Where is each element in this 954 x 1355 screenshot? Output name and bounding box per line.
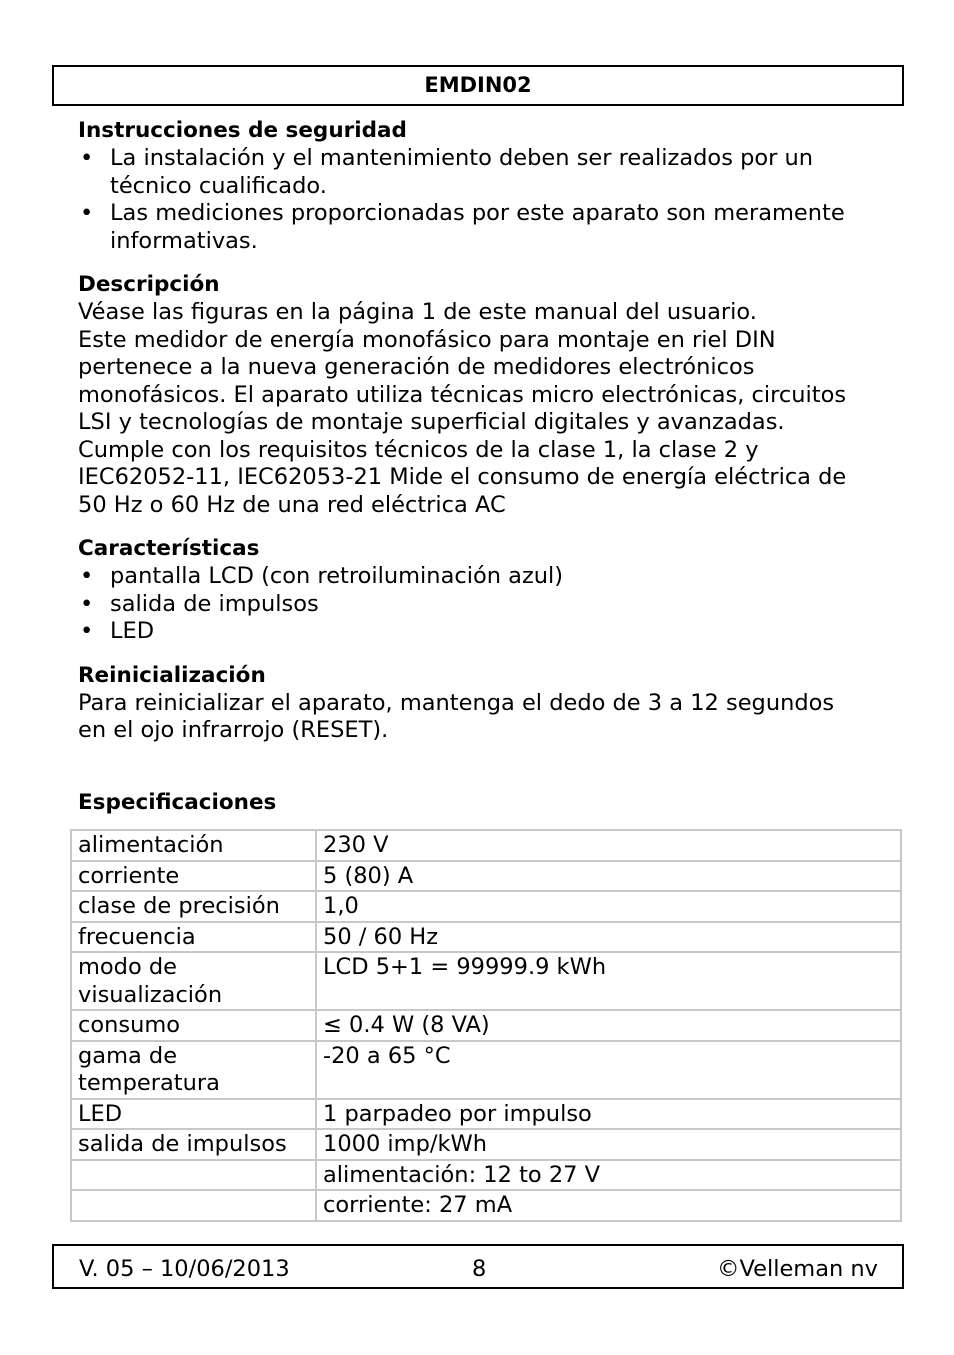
spec-label-cell <box>71 952 316 1010</box>
spec-value-cell <box>316 861 901 892</box>
document-title: EMDIN02 <box>424 72 532 97</box>
description-heading: Descripción <box>78 272 220 297</box>
spec-value-cell <box>316 1010 901 1041</box>
specs-heading: Especificaciones <box>78 789 277 815</box>
spec-label: alimentación <box>78 832 224 858</box>
footer-copyright: ©Velleman nv <box>716 1256 878 1282</box>
safety-item <box>78 145 878 200</box>
spec-value-cell <box>316 1160 901 1191</box>
page-content <box>78 117 878 817</box>
spec-label-cell <box>71 861 316 892</box>
spec-value: 1,0 <box>323 893 359 919</box>
spec-label: frecuencia <box>78 923 196 950</box>
reset-paragraph <box>78 690 878 745</box>
description-line: monofásicos. El aparato utiliza técnicas micro electrónicas, circuitos <box>78 381 847 408</box>
specs-row <box>71 1099 901 1130</box>
spec-label: LED <box>78 1100 123 1127</box>
spec-value-cell <box>316 891 901 922</box>
spec-value: 230 V <box>323 832 389 858</box>
reset-line: Para reinicializar el aparato, mantenga el dedo de 3 a 12 segundos <box>78 689 835 716</box>
specs-row <box>71 1190 901 1221</box>
specs-row <box>71 891 901 922</box>
features-heading: Características <box>78 536 260 561</box>
specs-row <box>71 952 901 1010</box>
spec-label-cell <box>71 830 316 861</box>
reset-line: en el ojo infrarrojo (RESET). <box>78 717 389 743</box>
spec-value-cell <box>316 1041 901 1099</box>
description-line: 50 Hz o 60 Hz de una red eléctrica AC <box>78 491 506 518</box>
spec-value: alimentación: 12 to 27 V <box>323 1161 600 1188</box>
description-paragraph <box>78 299 878 519</box>
description-line: LSI y tecnologías de montaje superficial digitales y avanzadas. <box>78 409 785 435</box>
spec-value: 1 parpadeo por impulso <box>323 1100 592 1127</box>
spec-value: ≤ 0.4 W (8 VA) <box>323 1012 490 1038</box>
description-line: IEC62052-11, IEC62053-21 Mide el consumo de energía eléctrica de <box>78 464 847 490</box>
description-line: Este medidor de energía monofásico para montaje en riel DIN <box>78 326 776 353</box>
spec-label: salida de impulsos <box>78 1131 287 1157</box>
description-line: Véase las figuras en la página 1 de este manual del usuario. <box>78 299 757 325</box>
spec-label: consumo <box>78 1012 181 1038</box>
feature-item: • salida de impulsos <box>78 591 878 619</box>
spec-value: LCD 5+1 = 99999.9 kWh <box>323 954 607 980</box>
document-header <box>52 65 904 106</box>
features-section <box>78 535 878 646</box>
spec-label: gama de <box>78 1042 178 1069</box>
specs-row <box>71 1160 901 1191</box>
spec-label: visualización <box>78 981 223 1008</box>
spec-value-cell <box>316 1190 901 1221</box>
description-section <box>78 271 878 519</box>
spec-value: 50 / 60 Hz <box>323 923 439 950</box>
safety-heading: Instrucciones de seguridad <box>78 118 407 143</box>
safety-item-line: técnico cualificado. <box>110 172 327 199</box>
features-list <box>78 563 878 646</box>
spec-label: clase de precisión <box>78 893 280 919</box>
safety-item-line: Las mediciones proporcionadas por este aparato son meramente <box>110 200 845 226</box>
spec-label-cell <box>71 1010 316 1041</box>
specs-row <box>71 830 901 861</box>
spec-label-cell <box>71 1129 316 1160</box>
spec-label: modo de <box>78 954 178 980</box>
spec-value-cell <box>316 830 901 861</box>
footer-version: V. 05 – 10/06/2013 <box>79 1256 290 1282</box>
spec-value-cell <box>316 1099 901 1130</box>
specs-row <box>71 1041 901 1099</box>
spec-label-cell <box>71 1041 316 1099</box>
spec-label-cell <box>71 1099 316 1130</box>
spec-value: corriente: 27 mA <box>323 1192 513 1218</box>
spec-value: 1000 imp/kWh <box>323 1131 487 1157</box>
footer-page-number: 8 <box>472 1256 487 1282</box>
spec-label-cell <box>71 1160 316 1191</box>
description-line: Cumple con los requisitos técnicos de la clase 1, la clase 2 y <box>78 436 759 463</box>
safety-item-line: La instalación y el mantenimiento deben ser realizados por un <box>110 145 814 171</box>
spec-value-cell <box>316 952 901 1010</box>
document-footer <box>52 1244 904 1289</box>
specs-row <box>71 1010 901 1041</box>
safety-item <box>78 200 878 255</box>
specs-section <box>78 789 878 817</box>
spec-label-cell <box>71 891 316 922</box>
specs-row <box>71 1129 901 1160</box>
spec-value-cell <box>316 1129 901 1160</box>
reset-heading: Reinicialización <box>78 662 266 688</box>
specs-table <box>70 829 902 1222</box>
spec-label-cell <box>71 1190 316 1221</box>
safety-item-line: informativas. <box>110 227 258 254</box>
specs-table-body <box>71 830 901 1221</box>
description-line: pertenece a la nueva generación de medidores electrónicos <box>78 354 755 380</box>
spec-label: temperatura <box>78 1070 220 1096</box>
safety-section <box>78 117 878 255</box>
specs-row <box>71 922 901 953</box>
feature-item: • LED <box>78 618 878 646</box>
reset-section <box>78 662 878 745</box>
spec-label: corriente <box>78 862 180 889</box>
spec-value: 5 (80) A <box>323 862 414 889</box>
spec-label-cell <box>71 922 316 953</box>
safety-list <box>78 145 878 255</box>
spec-value-cell <box>316 922 901 953</box>
spec-value: -20 a 65 °C <box>323 1042 451 1069</box>
feature-item: • pantalla LCD (con retroiluminación azul) <box>78 563 878 591</box>
specs-row <box>71 861 901 892</box>
